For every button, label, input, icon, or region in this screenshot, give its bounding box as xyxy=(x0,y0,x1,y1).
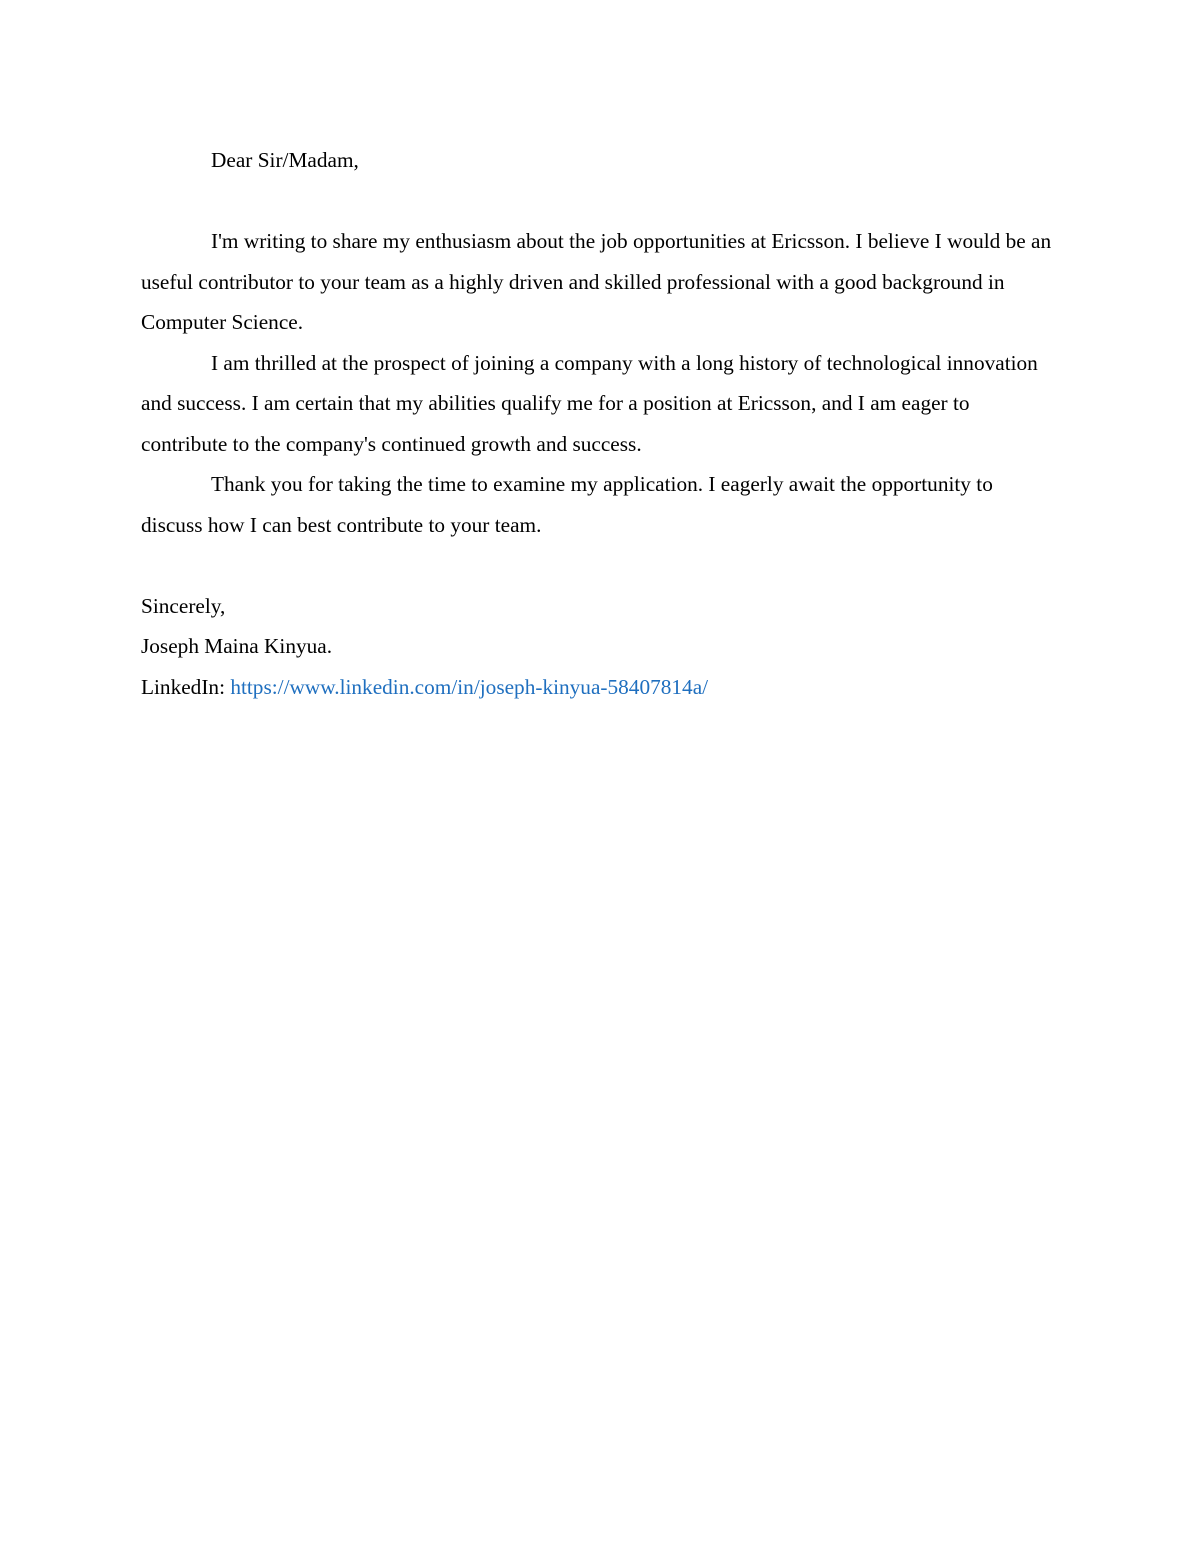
paragraph-intro: I'm writing to share my enthusiasm about the job opportunities at Ericsson. I believe I would be an useful contributor to your team as a highly driven and skilled professional with a good background in Computer Science. xyxy=(141,229,1052,334)
cover-letter xyxy=(141,140,1056,707)
linkedin-label: LinkedIn: xyxy=(141,674,231,699)
closing-phrase: Sincerely, xyxy=(141,593,226,618)
paragraph-body: I am thrilled at the prospect of joining a company with a long history of technological innovation and success. I am certain that my abilities qualify me for a position at Ericsson, and I am eager to contribute to the company's continued growth and success. xyxy=(141,350,1038,456)
signature-name: Joseph Maina Kinyua. xyxy=(141,634,333,658)
linkedin-link[interactable]: https://www.linkedin.com/in/joseph-kinyua-58407814a/ xyxy=(230,674,709,699)
paragraph-closing: Thank you for taking the time to examine my application. I eagerly await the opportunity to discuss how I can best contribute to your team. xyxy=(141,472,993,537)
blank-line xyxy=(141,181,1056,222)
linkedin-line xyxy=(141,667,1056,708)
blank-line xyxy=(141,545,1056,586)
salutation: Dear Sir/Madam, xyxy=(211,148,359,172)
